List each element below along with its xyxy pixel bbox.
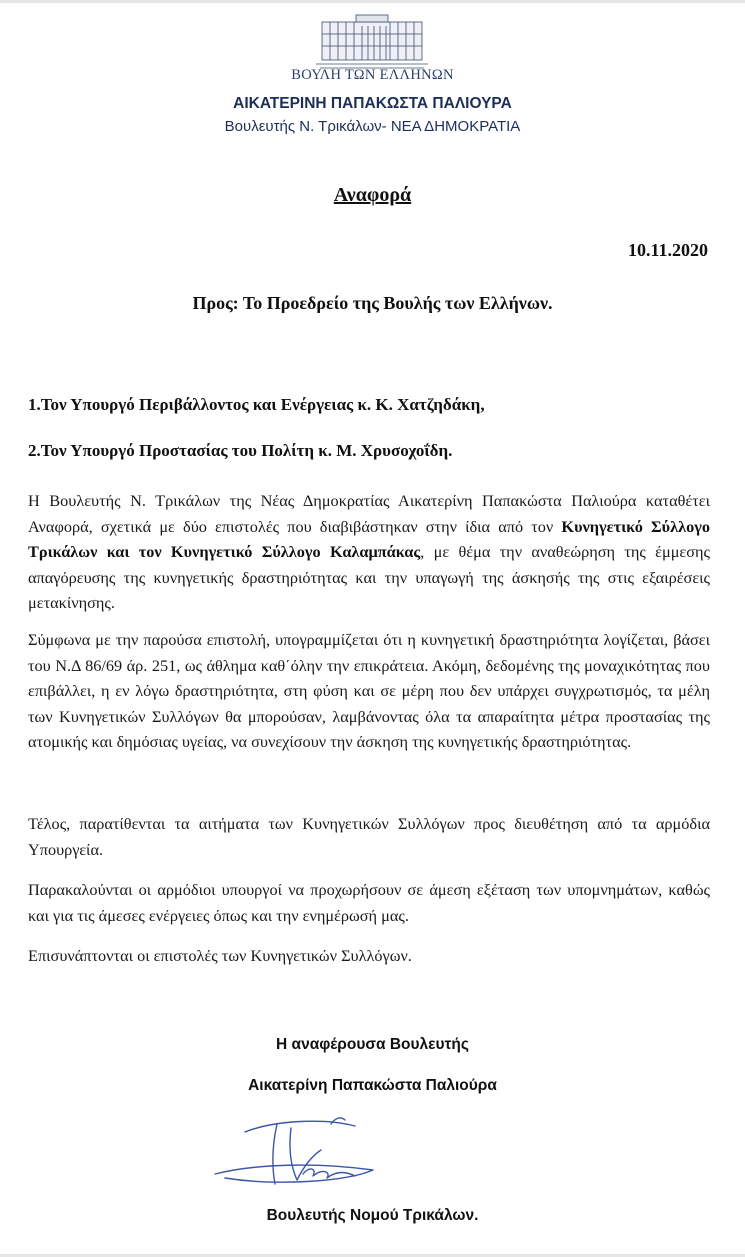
signatory-name: Αικατερίνη Παπακώστα Παλιούρα bbox=[248, 1077, 497, 1094]
parliament-building-icon bbox=[316, 12, 428, 72]
addressee-minister-environment: 1.Τον Υπουργό Περιβάλλοντος και Ενέργειας κ. Κ. Χατζηδάκη, bbox=[28, 395, 485, 414]
body-paragraph-1 bbox=[28, 488, 710, 616]
body-paragraph-3: Τέλος, παρατίθενται τα αιτήματα των Κυνηγετικών Συλλόγων προς διευθέτηση από τα αρμόδια Υπουργεία. bbox=[28, 814, 710, 859]
mp-name-header: ΑΙΚΑΤΕΡΙΝΗ ΠΑΠΑΚΩΣΤΑ ΠΑΛΙΟΥΡΑ bbox=[233, 95, 512, 112]
paragraph-1-text-end: , με θέμα την αναθεώρηση της έμμεσης απαγόρευσης της κυνηγετικής δραστηριότητας και την υπαγωγή της άσκησής της στις εξαιρέσεις μετακίνησης. bbox=[28, 542, 710, 613]
body-paragraph-4: Παρακαλούνται οι αρμόδιοι υπουργοί να προχωρήσουν σε άμεση εξέταση των υπομνημάτων, καθώς και για τις άμεσες ενέργειες όπως και την ενημέρωσή μας. bbox=[28, 880, 710, 925]
body-paragraph-2: Σύμφωνα με την παρούσα επιστολή, υπογραμμίζεται ότι η κυνηγετική δραστηριότητα λογίζεται, βάσει του Ν.Δ 86/69 άρ. 251, ως άθλημα καθ΄όλην την επικράτεια. Ακόμη, δεδομένης της μοναχικότητας που επιβάλλει, η εν λόγω δραστηριότητα, στη φύση και σε μέρη που δεν υπάρχει συγχρωτισμός, τα μέλη των Κυνηγετικών Συλλόγων θα μπορούσαν, λαμβάνοντας όλα τα απαραίτητα μέτρα προστασίας της ατομικής και δημόσιας υγείας, να συνεχίσουν την άσκηση της κυνηγετικής δραστηριότητας. bbox=[28, 630, 710, 752]
body-paragraph-5: Επισυνάπτονται οι επιστολές των Κυνηγετικών Συλλόγων. bbox=[28, 946, 412, 965]
institution-name: ΒΟΥΛΗ ΤΩΝ ΕΛΛΗΝΩΝ bbox=[291, 67, 454, 83]
addressee-minister-citizen-protection: 2.Τον Υπουργό Προστασίας του Πολίτη κ. Μ. Χρυσοχοΐδη. bbox=[28, 441, 453, 460]
document-title: Αναφορά bbox=[333, 184, 412, 206]
paragraph-1-bold-clubs: Κυνηγετικό Σύλλογο Τρικάλων και τον Κυνηγετικό Σύλλογο Καλαμπάκας bbox=[28, 516, 710, 562]
mp-role-header: Βουλευτής Ν. Τρικάλων- ΝΕΑ ΔΗΜΟΚΡΑΤΙΑ bbox=[224, 118, 521, 135]
recipient-line: Προς: Το Προεδρείο της Βουλής των Ελλήνων. bbox=[192, 293, 553, 313]
signatory-role: Βουλευτής Νομού Τρικάλων. bbox=[266, 1207, 479, 1224]
handwritten-signature bbox=[205, 1112, 385, 1194]
paragraph-1-text-start: Η Βουλευτής Ν. Τρικάλων της Νέας Δημοκρατίας Αικατερίνη Παπακώστα Παλιούρα καταθέτει Αναφορά, σχετικά με δύο επιστολές που διαβιβάστηκαν στην ίδια από τον bbox=[28, 491, 710, 536]
document-date: 10.11.2020 bbox=[627, 240, 708, 260]
scan-edge-top bbox=[0, 0, 745, 3]
signature-block-title: Η αναφέρουσα Βουλευτής bbox=[276, 1036, 469, 1053]
